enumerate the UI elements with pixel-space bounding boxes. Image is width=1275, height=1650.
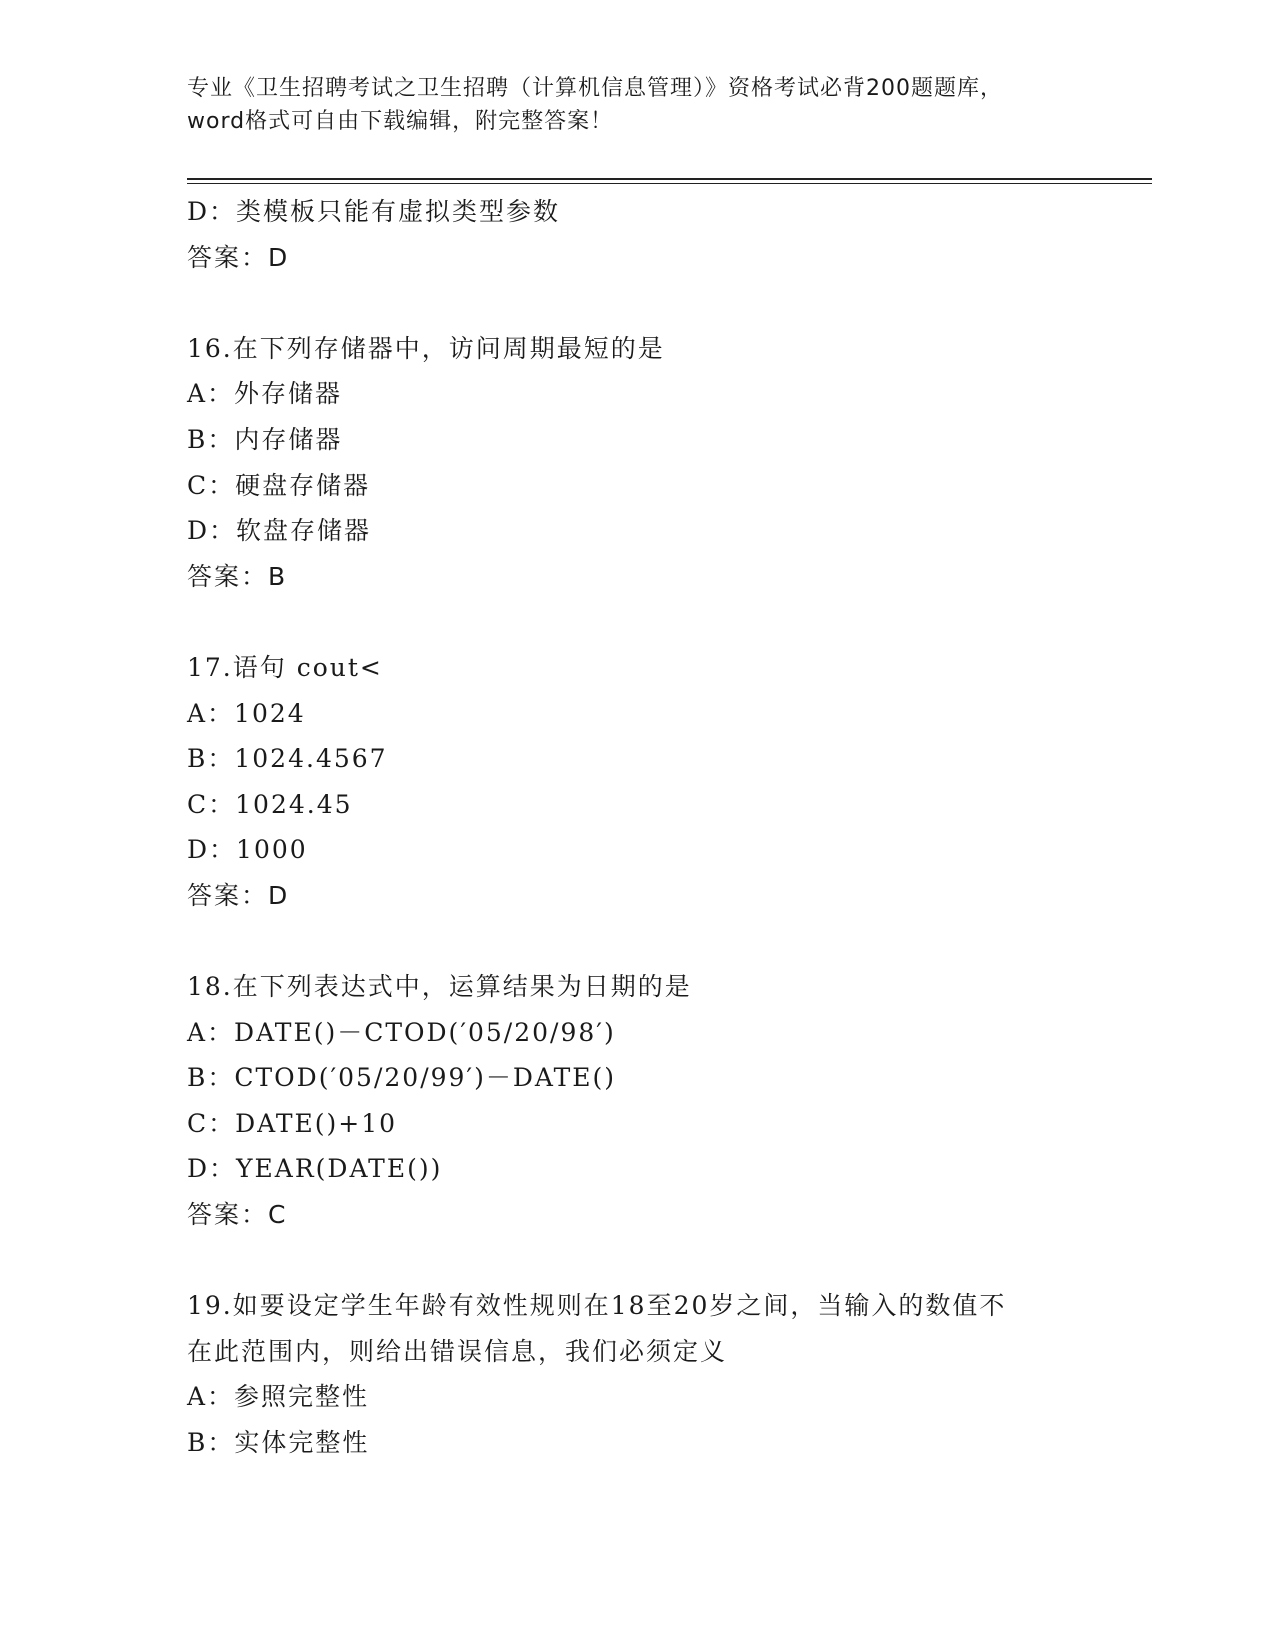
option-a: A：外存储器 xyxy=(187,379,343,409)
spacer xyxy=(187,599,1087,645)
question-16 xyxy=(187,326,1087,600)
header-line-1: 专业《卫生招聘考试之卫生招聘（计算机信息管理）》资格考试必背200题题库， xyxy=(187,76,1003,101)
option-a: A：1024 xyxy=(187,698,306,728)
option-a: A：参照完整性 xyxy=(187,1382,370,1412)
question-19 xyxy=(187,1283,1087,1465)
header-divider-thick xyxy=(187,178,1152,180)
option-b: B：CTOD(′05/20/99′)－DATE() xyxy=(187,1063,617,1093)
option-b: B：实体完整性 xyxy=(187,1428,370,1458)
question-17 xyxy=(187,645,1087,919)
answer-label: 答案：B xyxy=(187,561,288,591)
spacer xyxy=(187,919,1087,965)
question-stem-line-1: 19.如要设定学生年龄有效性规则在18至20岁之间，当输入的数值不 xyxy=(187,1291,1007,1321)
option-d: D：类模板只能有虚拟类型参数 xyxy=(187,197,561,226)
option-c: C：硬盘存储器 xyxy=(187,470,371,500)
spacer xyxy=(187,280,1087,326)
header-divider-thin xyxy=(187,183,1152,184)
question-list xyxy=(187,189,1087,1466)
option-c: C：DATE()+10 xyxy=(187,1108,398,1138)
option-d: D：软盘存储器 xyxy=(187,516,372,546)
question-18 xyxy=(187,964,1087,1238)
question-stem: 16.在下列存储器中，访问周期最短的是 xyxy=(187,333,665,363)
answer-label: 答案：C xyxy=(187,1200,288,1230)
question-stem-line-2: 在此范围内，则给出错误信息，我们必须定义 xyxy=(187,1336,728,1366)
question-15-tail xyxy=(187,189,1087,280)
spacer xyxy=(187,1238,1087,1284)
option-b: B：内存储器 xyxy=(187,424,343,454)
answer-label: 答案：D xyxy=(187,242,290,272)
option-b: B：1024.4567 xyxy=(187,744,388,774)
option-c: C：1024.45 xyxy=(187,789,353,819)
answer-label: 答案：D xyxy=(187,880,290,910)
option-d: D：1000 xyxy=(187,835,308,865)
document-header xyxy=(187,72,1067,138)
header-line-2: word格式可自由下载编辑，附完整答案！ xyxy=(187,109,614,134)
question-stem: 17.语句 cout< xyxy=(187,652,383,682)
option-a: A：DATE()－CTOD(′05/20/98′) xyxy=(187,1017,616,1047)
option-d: D：YEAR(DATE()) xyxy=(187,1154,443,1184)
question-stem: 18.在下列表达式中，运算结果为日期的是 xyxy=(187,972,692,1002)
